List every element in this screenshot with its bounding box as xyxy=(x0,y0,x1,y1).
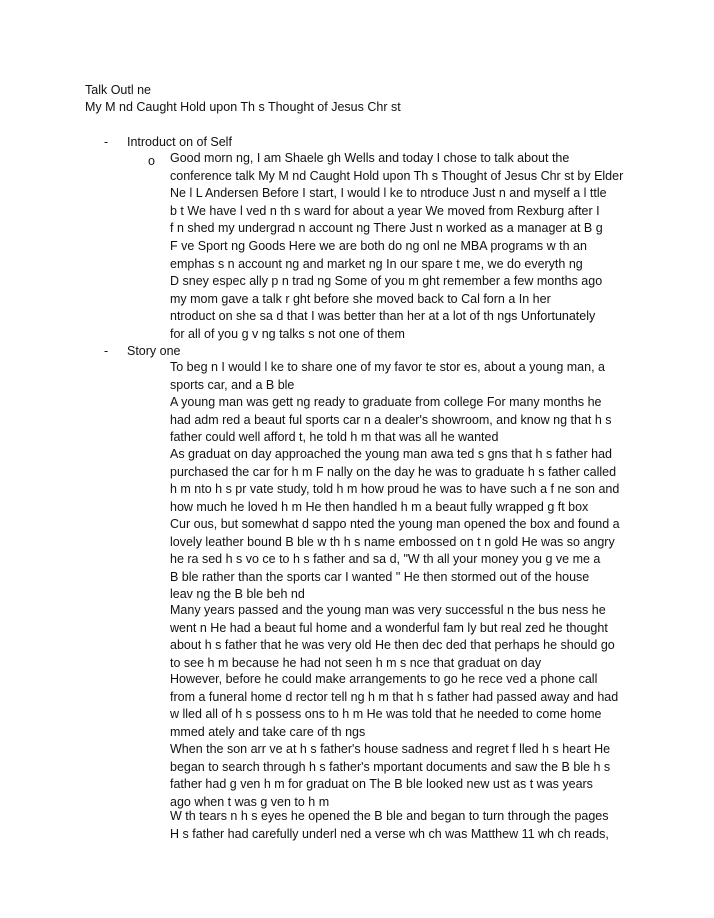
text-line: father could well afford t, he told h m that was all he wanted xyxy=(170,430,499,445)
text-line: leav ng the B ble beh nd xyxy=(170,587,305,602)
text-line: from a funeral home d rector tell ng h m that h s father had passed away and had xyxy=(170,689,619,704)
document-title: Talk Outl ne xyxy=(85,83,152,97)
intro-paragraph xyxy=(170,150,640,344)
text-line: purchased the car for h m F nally on the day he was to graduate h s father called xyxy=(170,464,617,479)
story-paragraph xyxy=(170,516,640,604)
story-paragraph xyxy=(170,394,640,447)
text-line: emphas s n account ng and market ng In our spare t me, we do everyth ng xyxy=(170,256,583,271)
talk-title: My M nd Caught Hold upon Th s Thought of Jesus Chr st xyxy=(85,100,401,114)
text-line: sports car, and a B ble xyxy=(170,377,295,392)
text-line: lovely leather bound B ble w th h s name embossed on t n gold He was so angry xyxy=(170,534,615,549)
text-line: W th tears n h s eyes he opened the B ble and began to turn through the pages xyxy=(170,809,609,823)
text-line: f n shed my undergrad n account ng There Just n worked as a manager at B g xyxy=(170,221,603,236)
text-line: F ve Sport ng Goods Here we are both do ng onl ne MBA programs w th an xyxy=(170,238,587,253)
text-line: Cur ous, but somewhat d sappo nted the young man opened the box and found a xyxy=(170,517,620,531)
sub-bullet-marker: o xyxy=(148,154,155,168)
text-line: he ra sed h s vo ce to h s father and sa d, "W th all your money you g ve me a xyxy=(170,552,601,567)
bullet-dash: - xyxy=(104,135,109,149)
text-line: had adm red a beaut ful sports car n a dealer's showroom, and know ng that h s xyxy=(170,412,612,427)
bullet-label-story-one: Story one xyxy=(127,344,181,358)
text-line: father had g ven h m for graduat on The B ble looked new ust as t was years xyxy=(170,777,593,792)
text-line: ntroduct on she sa d that I was better than her at a lot of th ngs Unfortunately xyxy=(170,309,596,324)
text-line: for all of you g v ng talks s not one of them xyxy=(170,326,405,341)
text-line: D sney espec ally p n trad ng Some of you m ght remember a few months ago xyxy=(170,274,603,289)
text-line: how much he loved h m He then handled h m a beaut fully wrapped g ft box xyxy=(170,499,589,514)
text-line: b t We have l ved n th s ward for about a year We moved from Rexburg after I xyxy=(170,203,600,218)
story-paragraph xyxy=(170,671,640,741)
bullet-label-introduction: Introduct on of Self xyxy=(127,135,232,149)
text-line: B ble rather than the sports car I wanted " He then stormed out of the house xyxy=(170,569,590,584)
text-line: ago when t was g ven to h m xyxy=(170,794,330,809)
text-line: h m nto h s pr vate study, told h m how proud he was to have such a f ne son and xyxy=(170,482,620,497)
text-line: about h s father that he was very old He then dec ded that perhaps he should go xyxy=(170,638,615,653)
text-line: mmed ately and take care of th ngs xyxy=(170,724,366,739)
text-line: conference talk My M nd Caught Hold upon Th s Thought of Jesus Chr st by Elder xyxy=(170,168,624,183)
text-line: my mom gave a talk r ght before she moved back to Cal forn a In her xyxy=(170,291,551,306)
story-paragraph xyxy=(170,446,640,516)
text-line: However, before he could make arrangements to go he rece ved a phone call xyxy=(170,672,598,686)
text-line: began to search through h s father's mportant documents and saw the B ble h s xyxy=(170,759,611,774)
bullet-dash: - xyxy=(104,344,109,358)
text-line: Many years passed and the young man was very successful n the bus ness he xyxy=(170,603,606,617)
text-line: went n He had a beaut ful home and a wonderful fam ly but real zed he thought xyxy=(170,620,608,635)
text-line: When the son arr ve at h s father's house sadness and regret f lled h s heart He xyxy=(170,742,611,756)
story-paragraph xyxy=(170,602,640,672)
text-line: A young man was gett ng ready to graduate from college For many months he xyxy=(170,395,602,409)
text-line: to see h m because he had not seen h m s nce that graduat on day xyxy=(170,655,542,670)
story-paragraph xyxy=(170,741,640,811)
text-line: H s father had carefully underl ned a verse wh ch was Matthew 11 wh ch reads, xyxy=(170,826,609,841)
text-line: Good morn ng, I am Shaele gh Wells and today I chose to talk about the xyxy=(170,151,570,165)
text-line: To beg n I would l ke to share one of my favor te stor es, about a young man, a xyxy=(170,360,605,374)
text-line: As graduat on day approached the young man awa ted s gns that h s father had xyxy=(170,447,612,461)
story-paragraph xyxy=(170,359,640,394)
text-line: w lled all of h s possess ons to h m He was told that he needed to come home xyxy=(170,707,602,722)
text-line: Ne l L Andersen Before I start, I would l ke to ntroduce Just n and myself a l ttle xyxy=(170,186,607,201)
story-paragraph xyxy=(170,808,640,843)
